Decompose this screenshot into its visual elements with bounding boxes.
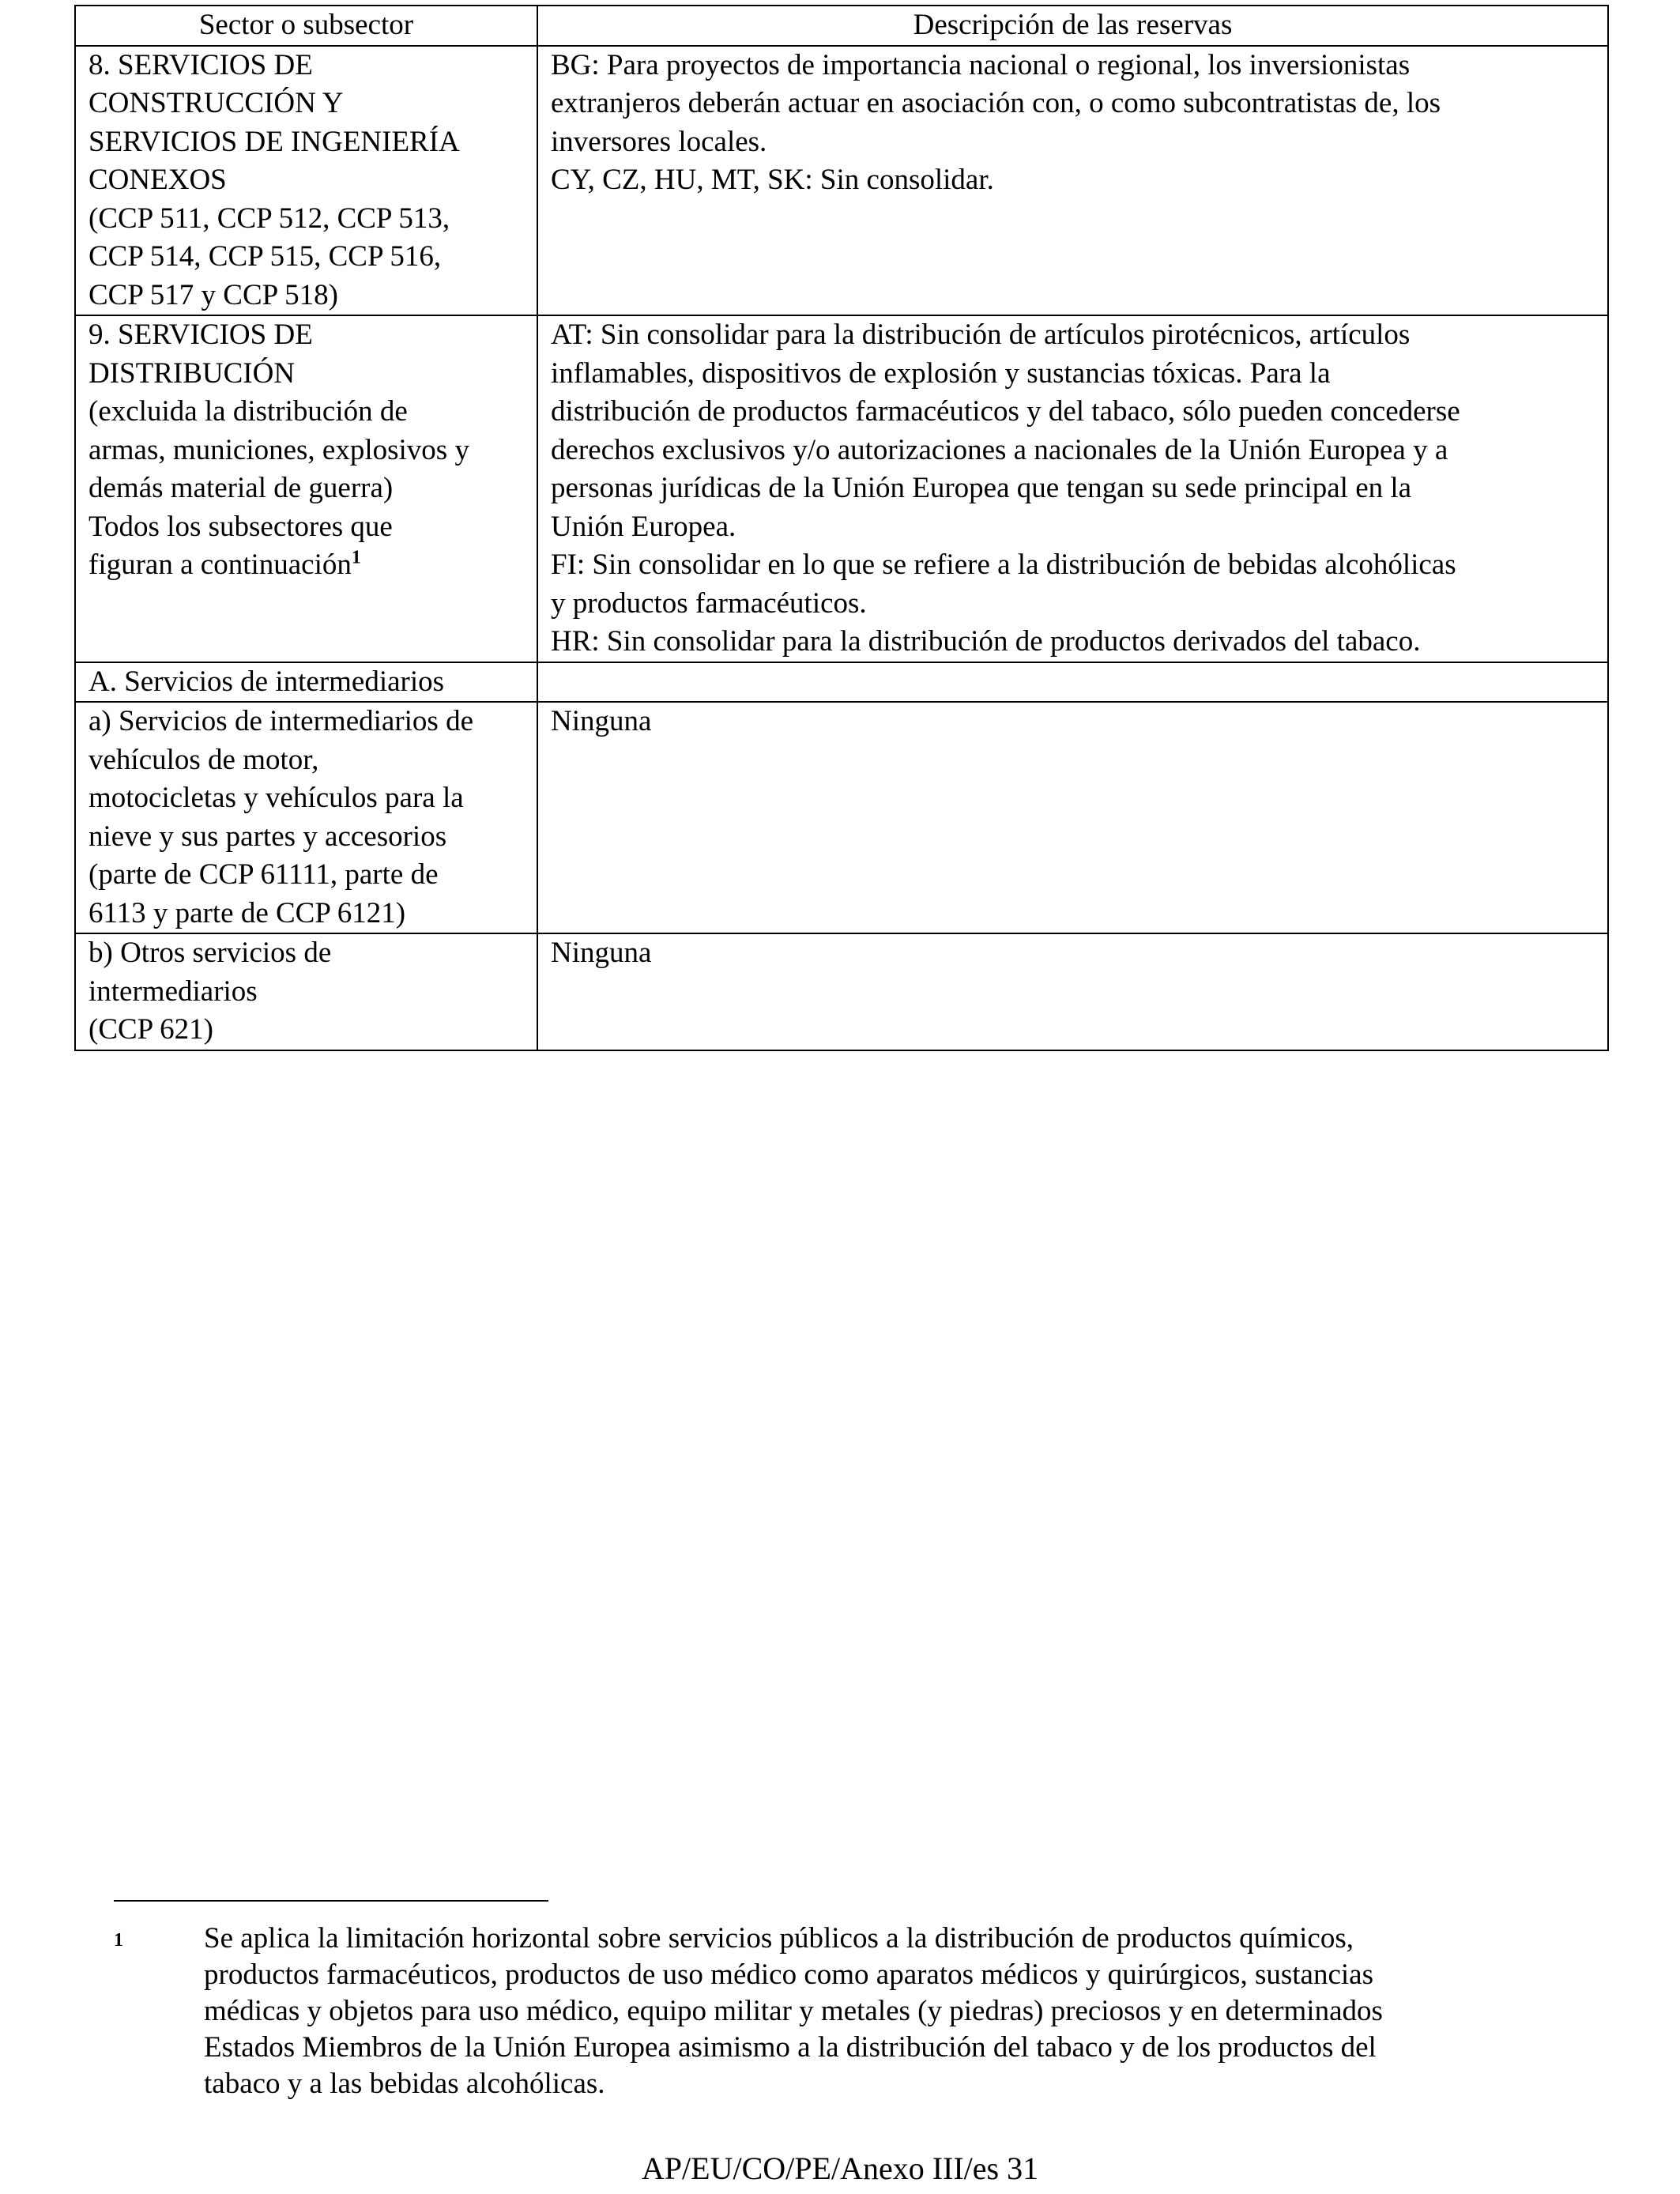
description-line: CY, CZ, HU, MT, SK: Sin consolidar. [551, 164, 994, 196]
sector-line: (excluida la distribución de [89, 395, 408, 428]
footnote-separator [114, 1900, 548, 1902]
sector-cell [75, 933, 537, 1050]
table-row [75, 315, 1608, 662]
footnote-line: tabaco y a las bebidas alcohólicas. [204, 2068, 605, 2100]
sector-line: (parte de CCP 61111, parte de [89, 858, 439, 891]
sector-line: nieve y sus partes y accesorios [89, 820, 447, 853]
description-line: distribución de productos farmacéuticos y del tabaco, sólo pueden concederse [551, 395, 1460, 428]
sector-line: 9. SERVICIOS DE [89, 319, 313, 351]
reservations-table [74, 5, 1609, 1051]
sector-line: armas, municiones, explosivos y [89, 433, 469, 466]
description-cell [537, 702, 1608, 933]
description-line: Ninguna [551, 705, 652, 737]
table-header-row [75, 6, 1608, 46]
footnote-number: 1 [114, 1930, 123, 1951]
description-line: personas jurídicas de la Unión Europea que tengan su sede principal en la [551, 472, 1412, 504]
sector-line: 6113 y parte de CCP 6121) [89, 896, 406, 929]
description-line: HR: Sin consolidar para la distribución de productos derivados del tabaco. [551, 625, 1421, 658]
description-cell [537, 662, 1608, 703]
footnote-line: médicas y objetos para uso médico, equipo militar y metales (y piedras) preciosos y en determinados [204, 1995, 1383, 2027]
sector-line: CCP 517 y CCP 518) [89, 278, 338, 311]
sector-line: intermediarios [89, 974, 258, 1008]
sector-line: CONSTRUCCIÓN Y [89, 87, 344, 119]
sector-line: Todos los subsectores que [89, 510, 393, 543]
footnote-line: Estados Miembros de la Unión Europea asimismo a la distribución del tabaco y de los productos del [204, 2031, 1377, 2064]
sector-line: (CCP 511, CCP 512, CCP 513, [89, 202, 450, 235]
description-line: inversores locales. [551, 125, 767, 158]
description-line: y productos farmacéuticos. [551, 586, 867, 620]
page-footer: AP/EU/CO/PE/Anexo III/es 31 [641, 2151, 1039, 2186]
description-cell [537, 46, 1608, 316]
sector-cell [75, 702, 537, 933]
description-line: derechos exclusivos y/o autorizaciones a nacionales de la Unión Europea y a [551, 433, 1448, 466]
description-cell [537, 315, 1608, 662]
sector-line-with-ref [89, 546, 529, 585]
sector-line: vehículos de motor, [89, 743, 319, 776]
description-line: extranjeros deberán actuar en asociación con, o como subcontratistas de, los [551, 87, 1441, 119]
description-line: Ninguna [551, 937, 652, 969]
description-line: inflamables, dispositivos de explosión y sustancias tóxicas. Para la [551, 356, 1331, 390]
footnote-line: productos farmacéuticos, productos de uso médico como aparatos médicos y quirúrgicos, sustancias [204, 1958, 1373, 1991]
description-cell [537, 933, 1608, 1050]
sector-line: b) Otros servicios de [89, 937, 332, 969]
footnote-line: Se aplica la limitación horizontal sobre servicios públicos a la distribución de productos químicos, [204, 1922, 1354, 1955]
table-row [75, 933, 1608, 1050]
description-line: Unión Europea. [551, 510, 736, 543]
sector-cell [75, 662, 537, 703]
table-row [75, 662, 1608, 703]
sector-line: (CCP 621) [89, 1013, 213, 1046]
description-line: BG: Para proyectos de importancia nacional o regional, los inversionistas [551, 48, 1411, 81]
sector-line: demás material de guerra) [89, 472, 394, 504]
description-line: AT: Sin consolidar para la distribución de artículos pirotécnicos, artículos [551, 319, 1411, 351]
sector-line: CCP 514, CCP 515, CCP 516, [89, 240, 442, 273]
sector-line: 8. SERVICIOS DE [89, 48, 313, 81]
header-description: Descripción de las reservas [537, 6, 1608, 46]
description-line: FI: Sin consolidar en lo que se refiere a la distribución de bebidas alcohólicas [551, 548, 1456, 581]
table-row [75, 46, 1608, 316]
sector-cell [75, 315, 537, 662]
footnote-text [204, 1921, 1579, 2102]
table-row [75, 702, 1608, 933]
footnote-reference[interactable]: 1 [351, 547, 361, 568]
header-sector: Sector o subsector [75, 6, 537, 46]
sector-line: CONEXOS [89, 164, 227, 196]
sector-cell [75, 46, 537, 316]
sector-line: a) Servicios de intermediarios de [89, 705, 473, 737]
sector-line: figuran a continuación [89, 548, 352, 581]
sector-line: motocicletas y vehículos para la [89, 782, 464, 814]
sector-line: SERVICIOS DE INGENIERÍA [89, 125, 460, 158]
sector-line: DISTRIBUCIÓN [89, 356, 296, 390]
sector-line: A. Servicios de intermediarios [89, 665, 445, 698]
